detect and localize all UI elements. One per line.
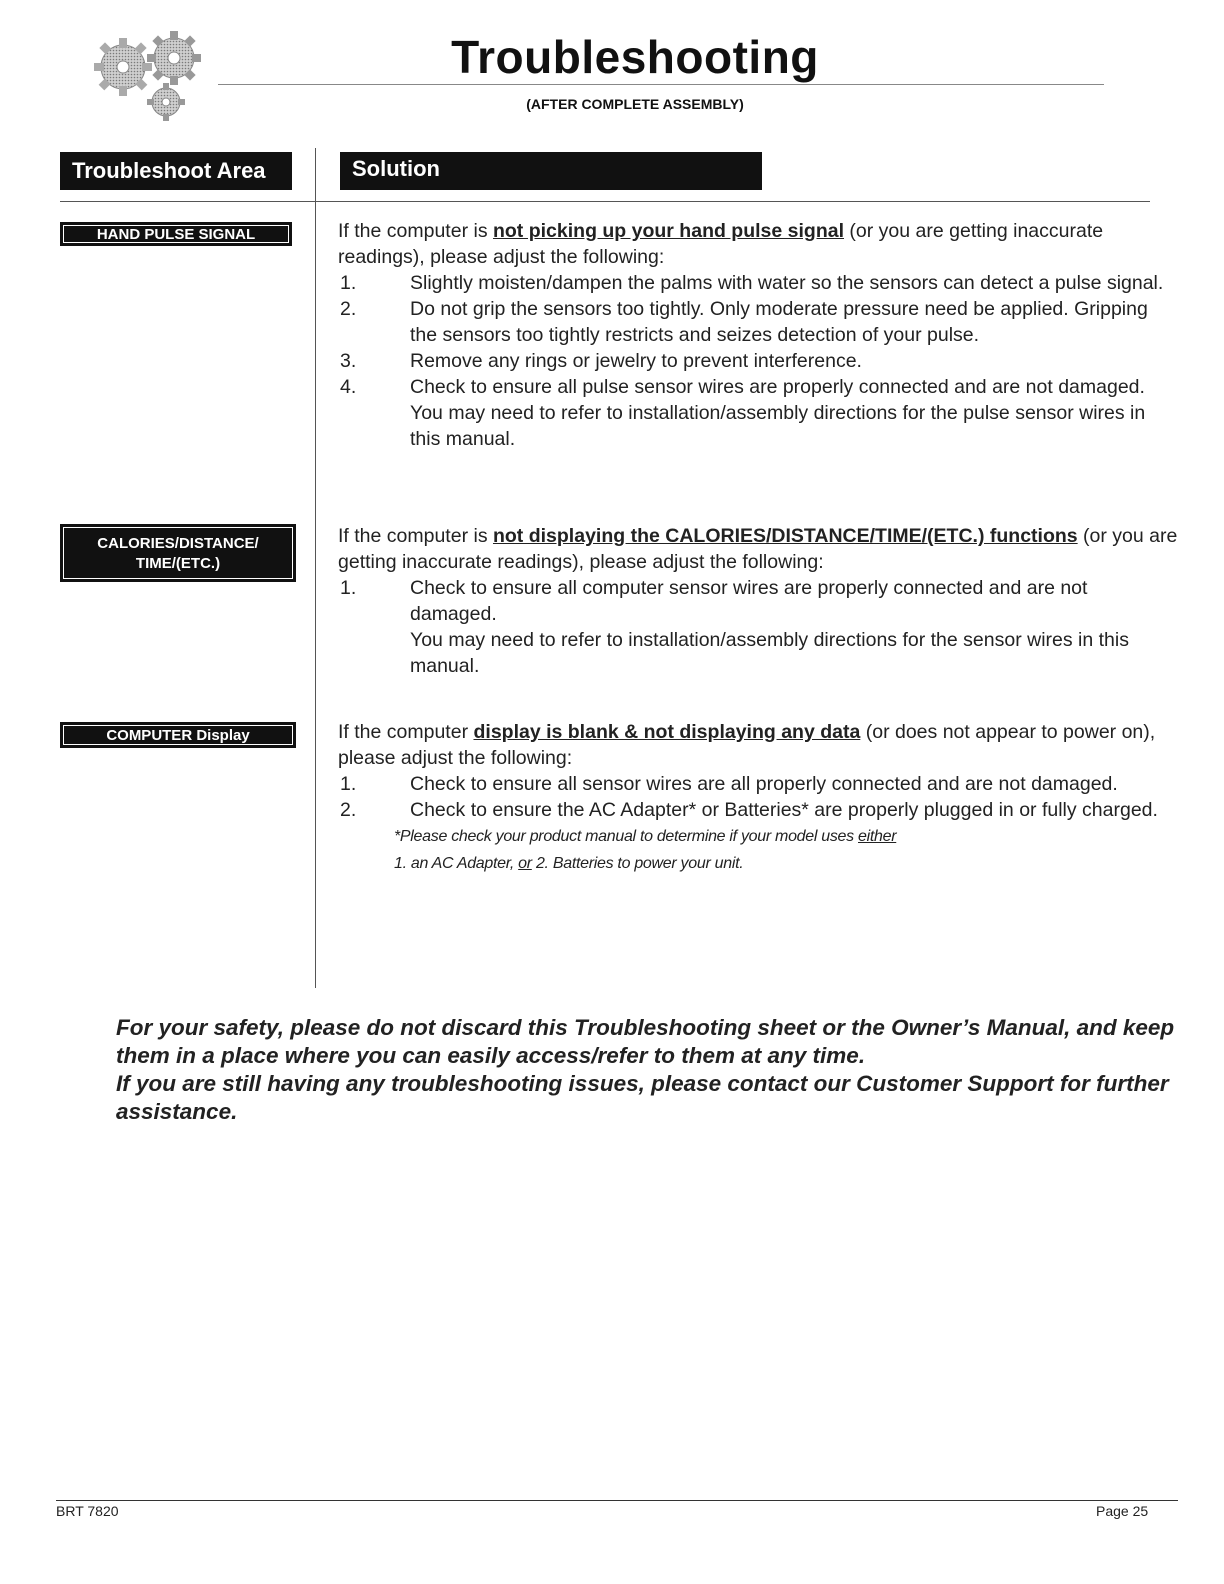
solution-key-issue: not picking up your hand pulse signal <box>492 220 845 242</box>
model-number: BRT 7820 <box>56 1503 119 1519</box>
gears-logo <box>88 22 218 132</box>
solution-intro: If the computer display is blank & not displaying any data (or does not appear to power on), please adjust the following: <box>338 721 1156 769</box>
area-tag-computer-display: COMPUTER Display <box>60 722 296 748</box>
solution-intro: If the computer is not picking up your hand pulse signal (or you are getting inaccurate readings), please adjust the following: <box>338 220 1104 268</box>
list-item: 1. Check to ensure all computer sensor wires are properly connected and are not damaged. <box>340 577 1088 625</box>
title-divider <box>218 84 1104 85</box>
safety-line: If you are still having any troubleshooting issues, please contact our Customer Support for further assistance. <box>116 1071 1169 1124</box>
solution-hand-pulse <box>338 218 1178 452</box>
area-tag-hand-pulse: HAND PULSE SIGNAL <box>60 222 292 246</box>
list-item: 4. Check to ensure all pulse sensor wires are properly connected and are not damaged. <box>340 376 1145 398</box>
column-divider <box>315 148 316 988</box>
list-item-note: You may need to refer to installation/assembly directions for the pulse sensor wires in this manual. <box>410 402 1146 450</box>
solution-header: Solution <box>340 152 762 190</box>
footer-divider <box>56 1500 1178 1501</box>
safety-notice <box>116 1014 1176 1126</box>
safety-line: For your safety, please do not discard this Troubleshooting sheet or the Owner’s Manual, and keep them in a place where you can easily access/refer to them at any time. <box>116 1015 1175 1068</box>
gear-icon <box>147 31 201 85</box>
area-tag-line: CALORIES/DISTANCE/ <box>97 535 259 552</box>
solution-computer-display <box>338 719 1178 877</box>
solution-calories <box>338 523 1178 679</box>
page-title: Troubleshooting <box>451 31 819 83</box>
power-note: 1. an AC Adapter, or 2. Batteries to power your unit. <box>394 855 744 872</box>
list-item-note: You may need to refer to installation/assembly directions for the sensor wires in this manual. <box>410 629 1129 677</box>
gear-icon <box>94 38 152 96</box>
solution-key-issue: display is blank & not displaying any data <box>473 721 861 743</box>
area-tag-calories <box>60 524 296 582</box>
troubleshoot-area-header: Troubleshoot Area <box>60 152 292 190</box>
area-tag-line: TIME/(ETC.) <box>135 555 221 572</box>
page-subtitle: (AFTER COMPLETE ASSEMBLY) <box>526 96 744 112</box>
solution-key-issue: not displaying the CALORIES/DISTANCE/TIME/(ETC.) functions <box>492 525 1078 547</box>
power-note: *Please check your product manual to determine if your model uses either <box>394 828 897 845</box>
header-divider <box>60 201 1150 202</box>
list-item: 2. Check to ensure the AC Adapter* or Batteries* are properly plugged in or fully charged. <box>340 799 1158 821</box>
solution-intro: If the computer is not displaying the CALORIES/DISTANCE/TIME/(ETC.) functions (or you are getting inaccurate readings), please adjust the following: <box>338 525 1178 573</box>
list-item: 3. Remove any rings or jewelry to prevent interference. <box>340 350 862 372</box>
page-number: Page 25 <box>1096 1503 1149 1519</box>
gear-icon <box>147 83 185 121</box>
list-item: 2. Do not grip the sensors too tightly. Only moderate pressure need be applied. Gripping the sensors too tightly restricts and seizes detection of your pulse. <box>340 298 1148 346</box>
list-item: 1. Slightly moisten/dampen the palms with water so the sensors can detect a pulse signal. <box>340 272 1164 294</box>
list-item: 1. Check to ensure all sensor wires are all properly connected and are not damaged. <box>340 773 1118 795</box>
